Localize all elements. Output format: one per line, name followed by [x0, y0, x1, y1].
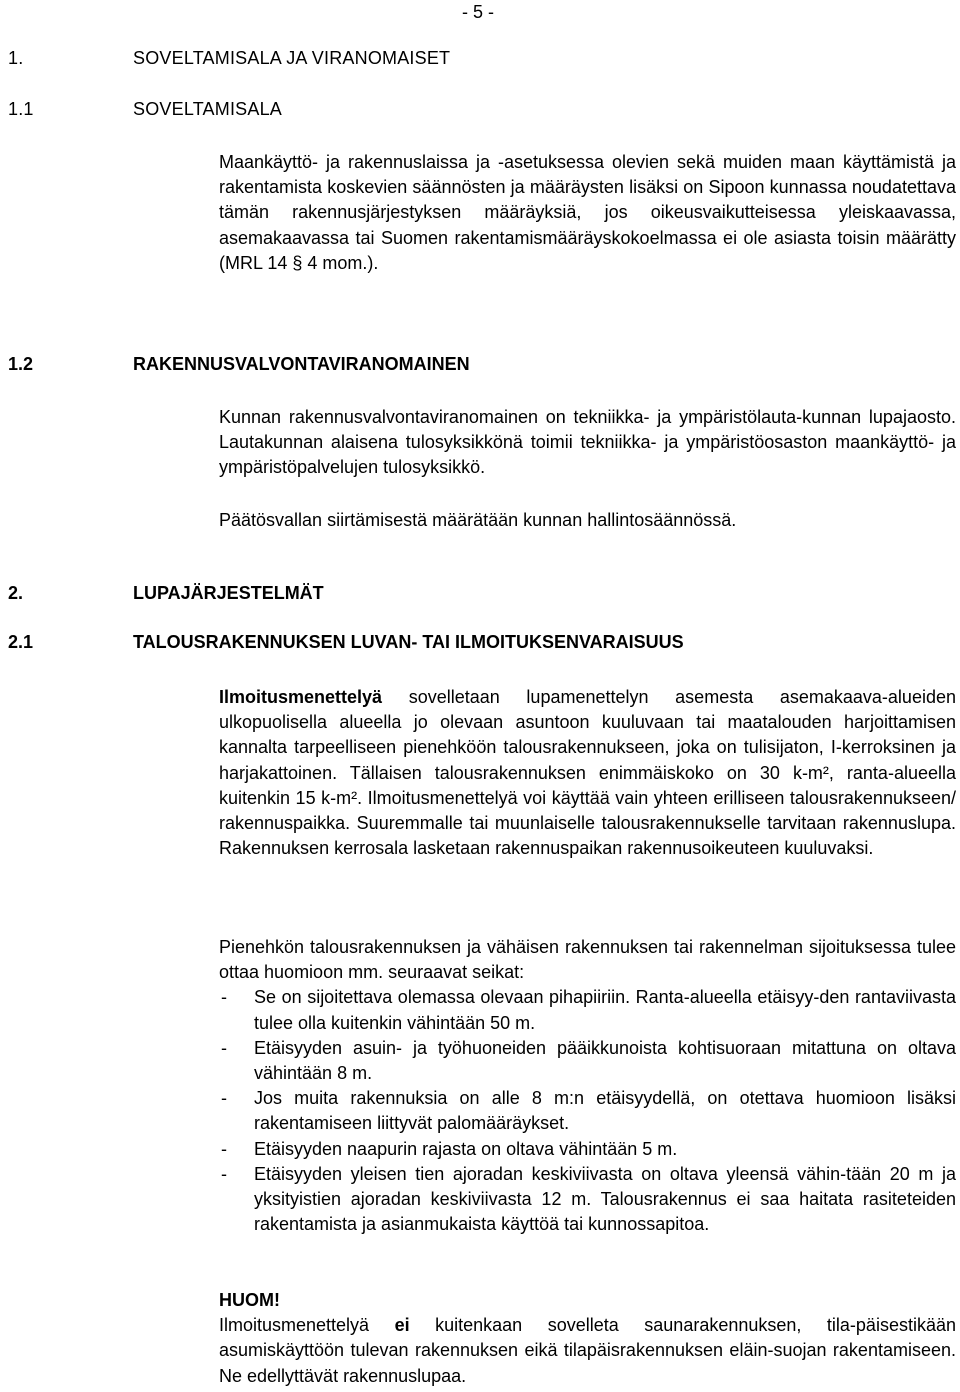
section-1-1-paragraph [219, 150, 956, 276]
note-text-pre: Ilmoitusmenettelyä [219, 1315, 395, 1336]
list-item: - Jos muita rakennuksia on alle 8 m:n etäisyydellä, on otettava huomioon lisäksi rakentamiseen liittyvät palomääräykset. [219, 1086, 956, 1136]
section-number: 2. [8, 583, 24, 603]
section-1-2-paragraph-1 [219, 405, 956, 481]
section-1-2-paragraph-2 [219, 508, 956, 533]
section-title: SOVELTAMISALA [133, 99, 282, 119]
bold-term: Ilmoitusmenettelyä [219, 687, 383, 707]
section-title: TALOUSRAKENNUKSEN LUVAN- TAI ILMOITUKSENVARAISUUS [133, 632, 684, 652]
body-text-rest: sovelletaan lupamenettelyn asemesta asemakaava-alueiden ulkopuolisella alueella jo olevaan asuntoon kuuluvaan tai maatalouden harjoittamisen kannalta tarpeelliseen pienehköön talousrakennukseen, joka on tulisijaton, I-kerroksinen ja harjakattoinen. Tällaisen talousrakennuksen enimmäiskoko on 30 k-m², ranta-alueella kuitenkin 15 k-m². Ilmoitusmenettelyä voi käyttää vain yhteen erilliseen talousrakennukseen/ rakennuspaikka. Suuremmalle tai muunlaiselle talousrakennukselle tarvitaan rakennuslupa. Rakennuksen kerrosala lasketaan rakennuspaikan rakennusoikeuteen kuuluvaksi. [219, 687, 956, 859]
section-title: RAKENNUSVALVONTAVIRANOMAINEN [133, 354, 470, 374]
section-number: 1.2 [8, 354, 34, 374]
section-number: 1. [8, 48, 24, 68]
section-number: 1.1 [8, 99, 34, 119]
body-text: Maankäyttö- ja rakennuslaissa ja -asetuksessa olevien sekä muiden maan käyttämistä ja rakentamista koskevien säännösten ja määräysten lisäksi on Sipoon kunnassa noudatettava tämän rakennusjärjestyksen määräyksiä, jos oikeusvaikutteisessa yleiskaavassa, asemakaavassa tai Suomen rakentamismääräyskokoelmassa ei ole asiasta toisin määrätty (MRL 14 § 4 mom.). [219, 152, 956, 273]
list-item: - Etäisyyden asuin- ja työhuoneiden pääikkunoista kohtisuoraan mitattuna on oltava vähintään 8 m. [219, 1036, 956, 1086]
section-title: LUPAJÄRJESTELMÄT [133, 583, 324, 603]
body-text: Pienehkön talousrakennuksen ja vähäisen rakennuksen tai rakennelman sijoituksessa tulee ottaa huomioon mm. seuraavat seikat: [219, 937, 956, 983]
list-item: - Etäisyyden yleisen tien ajoradan keskiviivasta on oltava yleensä vähin-tään 20 m ja yksityistien ajoradan keskiviivasta 12 m. Talousrakennus ei saa haitata rasiteteiden rakentamista ja asianmukaista käyttöä tai kunnossapitoa. [219, 1162, 956, 1238]
section-2-1-paragraph-2 [219, 935, 956, 1237]
list-item: - Etäisyyden naapurin rajasta on oltava vähintään 5 m. [219, 1137, 956, 1162]
page-number: - 5 - [462, 2, 495, 22]
considerations-list [219, 985, 956, 1237]
section-2-1-paragraph-1 [219, 685, 956, 861]
body-text [219, 685, 956, 861]
list-item: - Se on sijoitettava olemassa olevaan pihapiiriin. Ranta-alueella etäisyy-den rantaviivasta tulee olla kuitenkin vähintään 50 m. [219, 985, 956, 1035]
note-title: HUOM! [219, 1290, 280, 1310]
body-text: Kunnan rakennusvalvontaviranomainen on tekniikka- ja ympäristölauta-kunnan lupajaosto. Lautakunnan alaisena tulosyksikkönä toimii tekniikka- ja ympäristöosaston maankäyttö- ja ympäristöpalvelujen tulosyksikkö. [219, 407, 956, 478]
section-2-1-note [219, 1288, 956, 1389]
note-text [219, 1313, 956, 1389]
section-number: 2.1 [8, 632, 34, 652]
note-emphasis: ei [394, 1315, 410, 1336]
section-title: SOVELTAMISALA JA VIRANOMAISET [133, 48, 451, 68]
note-text-post: kuitenkaan sovelleta saunarakennuksen, tila-päisestikään asumiskäyttöön tulevan rakennuksen eikä tilapäisrakennuksen eläin-suojan rakentamiseen. Ne edellyttävät rakennuslupaa. [219, 1315, 956, 1386]
body-text: Päätösvallan siirtämisestä määrätään kunnan hallintosäännössä. [219, 510, 737, 530]
